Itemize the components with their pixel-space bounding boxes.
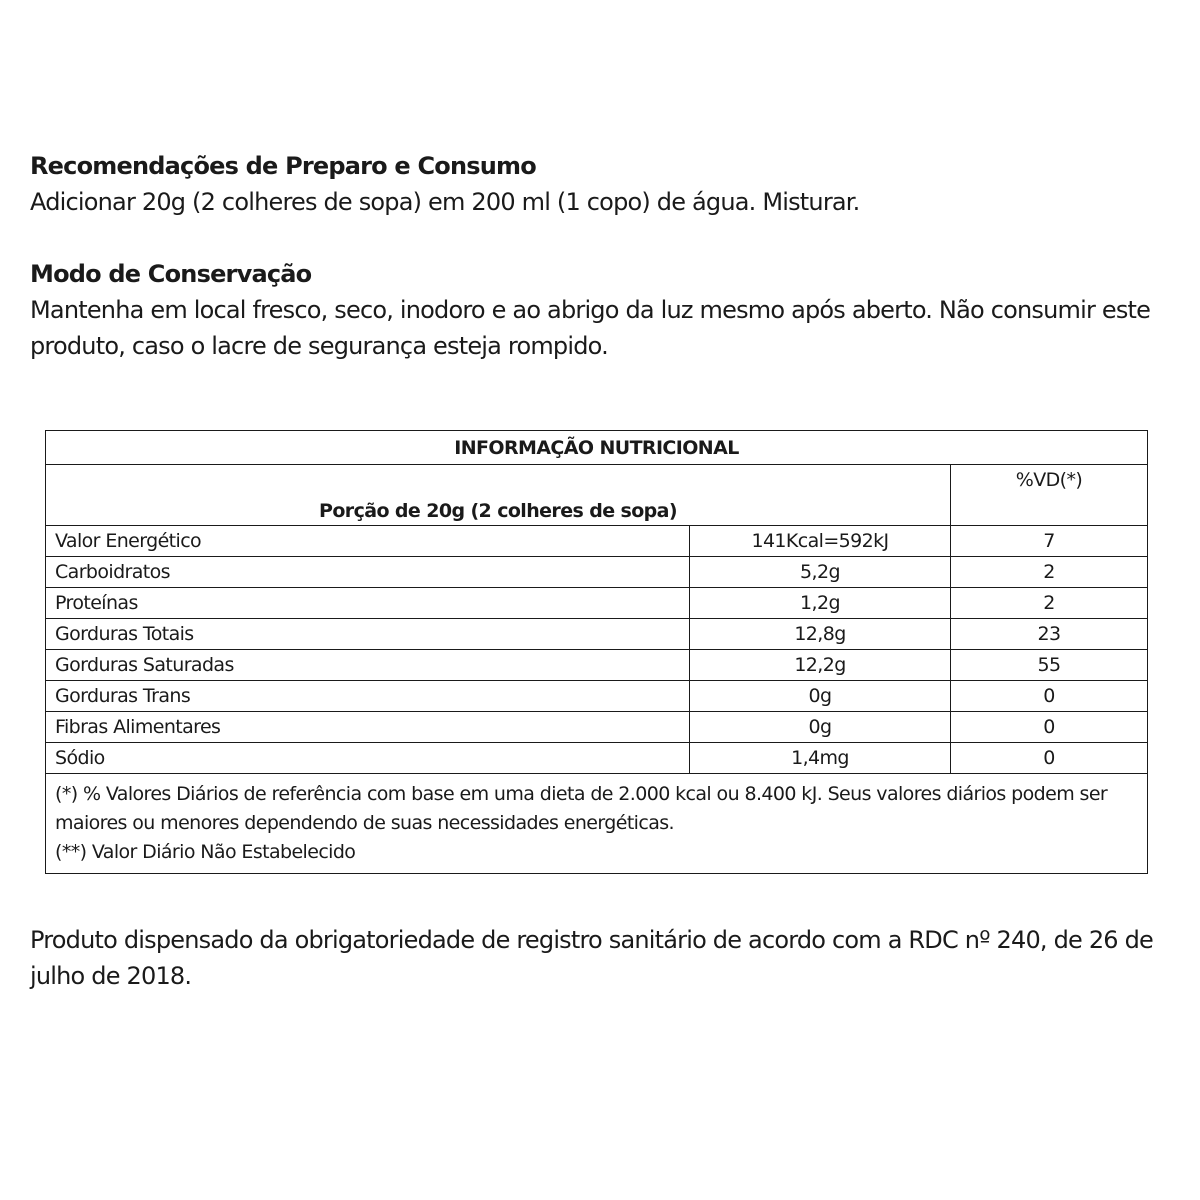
nutrient-vd: 2 bbox=[951, 557, 1148, 588]
nutrient-name: Proteínas bbox=[46, 588, 690, 619]
conservacao-text: Mantenha em local fresco, seco, inodoro e ao abrigo da luz mesmo após aberto. Não consumir este produto, caso o lacre de segurança esteja rompido. bbox=[30, 296, 1151, 360]
nutrient-name: Gorduras Trans bbox=[46, 681, 690, 712]
conservacao-section bbox=[30, 256, 1170, 364]
preparo-section bbox=[30, 148, 1170, 220]
nutrient-vd: 55 bbox=[951, 650, 1148, 681]
nutrient-vd: 0 bbox=[951, 712, 1148, 743]
registration-note: Produto dispensado da obrigatoriedade de registro sanitário de acordo com a RDC nº 240, de 26 de julho de 2018. bbox=[30, 926, 1153, 990]
preparo-text: Adicionar 20g (2 colheres de sopa) em 200 ml (1 copo) de água. Misturar. bbox=[30, 188, 860, 216]
table-notes bbox=[46, 774, 1148, 874]
table-row bbox=[46, 557, 1148, 588]
nutrient-amount: 12,2g bbox=[690, 650, 951, 681]
table-row bbox=[46, 588, 1148, 619]
nutrient-name: Valor Energético bbox=[46, 526, 690, 557]
nutrition-table bbox=[45, 430, 1148, 874]
portion-label: Porção de 20g (2 colheres de sopa) bbox=[46, 465, 951, 526]
nutrient-vd: 0 bbox=[951, 743, 1148, 774]
table-title: INFORMAÇÃO NUTRICIONAL bbox=[46, 431, 1148, 465]
registration-note-section bbox=[30, 922, 1170, 994]
nutrient-vd: 23 bbox=[951, 619, 1148, 650]
table-row bbox=[46, 743, 1148, 774]
table-row bbox=[46, 712, 1148, 743]
conservacao-title: Modo de Conservação bbox=[30, 260, 312, 288]
table-row bbox=[46, 526, 1148, 557]
nutrient-name: Fibras Alimentares bbox=[46, 712, 690, 743]
nutrient-name: Carboidratos bbox=[46, 557, 690, 588]
nutrient-amount: 1,2g bbox=[690, 588, 951, 619]
table-notes-row bbox=[46, 774, 1148, 874]
table-title-row bbox=[46, 431, 1148, 465]
nutrient-vd: 0 bbox=[951, 681, 1148, 712]
nutrient-name: Gorduras Totais bbox=[46, 619, 690, 650]
nutrient-amount: 0g bbox=[690, 712, 951, 743]
vd-header: %VD(*) bbox=[951, 465, 1148, 526]
preparo-title: Recomendações de Preparo e Consumo bbox=[30, 152, 536, 180]
vd-not-established-footnote: (**) Valor Diário Não Estabelecido bbox=[55, 841, 356, 863]
table-row bbox=[46, 650, 1148, 681]
nutrient-amount: 5,2g bbox=[690, 557, 951, 588]
table-row bbox=[46, 681, 1148, 712]
nutrient-name: Sódio bbox=[46, 743, 690, 774]
vd-footnote: (*) % Valores Diários de referência com base em uma dieta de 2.000 kcal ou 8.400 kJ. Seus valores diários podem ser maiores ou menores dependendo de suas necessidades energéticas. bbox=[55, 783, 1108, 834]
nutrient-vd: 2 bbox=[951, 588, 1148, 619]
nutrient-vd: 7 bbox=[951, 526, 1148, 557]
nutrient-amount: 141Kcal=592kJ bbox=[690, 526, 951, 557]
nutrient-amount: 1,4mg bbox=[690, 743, 951, 774]
table-header-row bbox=[46, 465, 1148, 526]
table-row bbox=[46, 619, 1148, 650]
nutrient-amount: 0g bbox=[690, 681, 951, 712]
nutrient-name: Gorduras Saturadas bbox=[46, 650, 690, 681]
nutrient-amount: 12,8g bbox=[690, 619, 951, 650]
